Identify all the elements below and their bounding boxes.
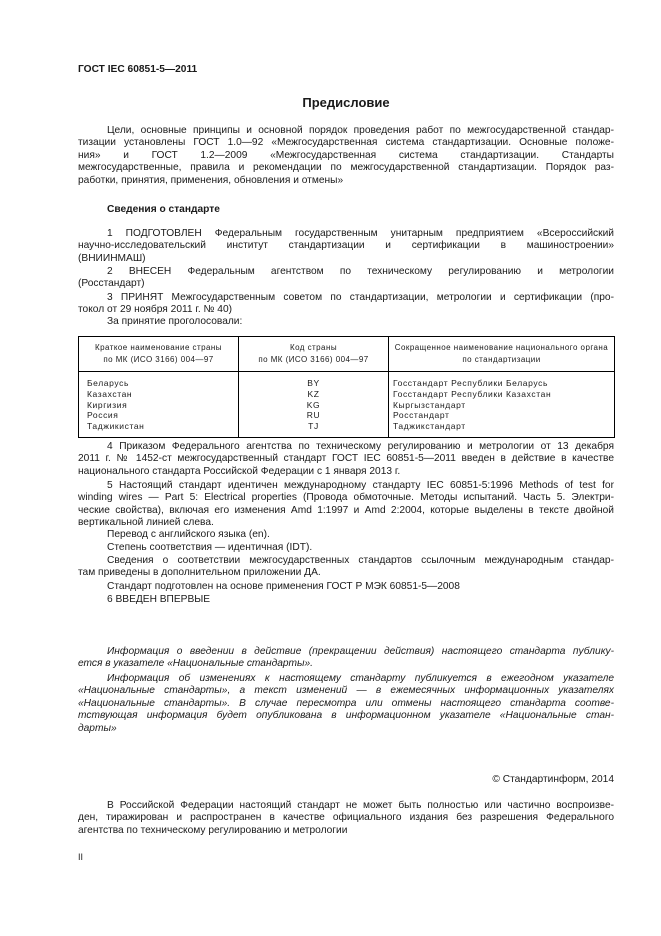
item-identical-line: ческие свойства), включая его изменения Amd 1:1997 и Amd 2:2004, которые выделены в тексте двойной — [78, 504, 614, 516]
conformity-note — [78, 542, 614, 554]
item-enacted-line: 2011 г. № 1452-ст межгосударственный стандарт ГОСТ IEC 60851-5—2011 введен в действие в качестве — [78, 453, 614, 465]
cell-country-name: Таджикистан — [79, 421, 239, 437]
cell-country-code: KZ — [239, 389, 389, 400]
document-code: ГОСТ IEC 60851-5—2011 — [78, 64, 198, 75]
translation-text: Перевод с английского языка (en). — [107, 529, 270, 540]
enactment-info-line: ется в указателе «Национальные стандарты». — [78, 658, 314, 670]
item-identical — [78, 480, 614, 529]
copyright-text: © Стандартинформ, 2014 — [492, 774, 614, 785]
conformity-text: Степень соответствия — идентичная (IDT). — [107, 542, 313, 553]
section-heading-text: Сведения о стандарте — [107, 204, 220, 215]
references-line: там приведены в дополнительном приложении ДА. — [78, 567, 321, 579]
voting-table — [78, 336, 615, 438]
enactment-info-notice — [78, 646, 614, 671]
item-introduced — [78, 594, 614, 606]
header-line: Код страны — [289, 343, 338, 352]
table-row — [79, 389, 615, 400]
cell-standards-body: Таджикстандарт — [389, 421, 615, 437]
intro-paragraph — [78, 125, 614, 187]
cell-standards-body: Кыргызстандарт — [389, 400, 615, 411]
voted-label — [78, 316, 614, 328]
intro-line: работки, принятия, применения, обновления и отмены» — [78, 174, 344, 186]
cell-country-name: Киргизия — [79, 400, 239, 411]
basis-text: Стандарт подготовлен на основе применения ГОСТ Р МЭК 60851-5—2008 — [107, 581, 460, 592]
item-adopted-line: токол от 29 ноября 2011 г. № 40) — [78, 304, 232, 316]
intro-line: ния» и ГОСТ 1.2—2009 «Межгосударственная система стандартизации. Стандарты — [78, 149, 614, 161]
item-prepared-line: (ВНИИНМАШ) — [78, 252, 146, 264]
table-row — [79, 372, 615, 389]
item-identical-line: winding wires — Part 5: Electrical properties (Провода обмоточные. Методы испытаний. Часть 5. Электри- — [78, 492, 614, 504]
header-line: по МК (ИСО 3166) 004—97 — [103, 355, 214, 364]
page-number: II — [78, 852, 84, 862]
translation-note — [78, 529, 614, 541]
section-heading-about-standard — [78, 204, 614, 216]
changes-info-notice — [78, 673, 614, 735]
changes-info-line: Информация об изменениях к настоящему стандарту публикуется в ежегодном указателе — [107, 673, 614, 684]
item-identical-line: 5 Настоящий стандарт идентичен международному стандарту IEC 60851-5:1996 Methods of test for — [107, 480, 614, 491]
cell-country-code: BY — [239, 372, 389, 389]
reproduction-line: ден, тиражирован и распространен в качестве официального издания без разрешения Федерального — [78, 812, 614, 824]
table-row — [79, 421, 615, 437]
table-header-row — [79, 337, 615, 372]
reproduction-line: В Российской Федерации настоящий стандарт не может быть полностью или частично воспроизве- — [107, 800, 614, 811]
copyright — [78, 774, 614, 786]
cell-standards-body: Госстандарт Республики Беларусь — [389, 372, 615, 389]
item-enacted — [78, 441, 614, 478]
table-header-country-name — [79, 337, 239, 372]
cell-country-name: Россия — [79, 410, 239, 421]
changes-info-line: «Национальные стандарты», а текст изменений — в ежемесячных информационных указателях — [78, 685, 614, 697]
table-row — [79, 400, 615, 411]
foreword-title: Предисловие — [302, 95, 390, 110]
item-prepared-line: научно-исследовательский институт стандартизации и сертификации в машиностроении» — [78, 240, 614, 252]
voted-label-text: За принятие проголосовали: — [107, 316, 243, 327]
header-line: Краткое наименование страны — [95, 343, 222, 352]
item-identical-line: вертикальной линией слева. — [78, 516, 214, 528]
table-row — [79, 410, 615, 421]
item-submitted — [78, 266, 614, 291]
basis-note — [78, 581, 614, 593]
cell-country-code: RU — [239, 410, 389, 421]
reproduction-notice — [78, 800, 614, 837]
item-prepared-line: 1 ПОДГОТОВЛЕН Федеральным государственным унитарным предприятием «Всероссийский — [107, 228, 614, 239]
item-enacted-line: 4 Приказом Федерального агентства по техническому регулированию и метрологии от 13 декабря — [107, 441, 614, 452]
changes-info-line: тствующая информация будет опубликована в информационном указателе «Национальные стан- — [78, 710, 614, 722]
cell-standards-body: Госстандарт Республики Казахстан — [389, 389, 615, 400]
intro-line: межгосударственные, правила и рекомендации по межгосударственной стандартизации. Порядок раз- — [78, 162, 614, 174]
cell-country-name: Беларусь — [79, 372, 239, 389]
item-enacted-line: национального стандарта Российской Федерации с 1 января 2013 г. — [78, 465, 401, 477]
references-line: Сведения о соответствии межгосударственных стандартов ссылочным международным стандар- — [107, 555, 614, 566]
enactment-info-line: Информация о введении в действие (прекращении действия) настоящего стандарта публику- — [107, 646, 614, 657]
reproduction-line: агентства по техническому регулированию и метрологии — [78, 824, 348, 836]
cell-country-code: KG — [239, 400, 389, 411]
header-line: по стандартизации — [462, 355, 541, 364]
changes-info-line: «Национальные стандарты». В случае пересмотра или отмены настоящего стандарта соотве- — [78, 697, 614, 709]
item-submitted-line: (Росстандарт) — [78, 278, 145, 290]
item-adopted-line: 3 ПРИНЯТ Межгосударственным советом по стандартизации, метрологии и сертификации (про- — [107, 292, 614, 303]
item-introduced-text: 6 ВВЕДЕН ВПЕРВЫЕ — [107, 594, 211, 605]
cell-standards-body: Росстандарт — [389, 410, 615, 421]
table-header-country-code — [239, 337, 389, 372]
cell-country-code: TJ — [239, 421, 389, 437]
intro-line: Цели, основные принципы и основной порядок проведения работ по межгосударственной стандар- — [107, 125, 614, 136]
table-header-standards-body — [389, 337, 615, 372]
changes-info-line: дарты» — [78, 722, 117, 734]
cell-country-name: Казахстан — [79, 389, 239, 400]
item-submitted-line: 2 ВНЕСЕН Федеральным агентством по техническому регулированию и метрологии — [107, 266, 614, 277]
item-prepared — [78, 228, 614, 265]
intro-line: тизации установлены ГОСТ 1.0—92 «Межгосударственная система стандартизации. Основные положе- — [78, 137, 614, 149]
header-line: Сокращенное наименование национального органа — [394, 343, 609, 352]
references-note — [78, 555, 614, 580]
header-line: по МК (ИСО 3166) 004—97 — [258, 355, 369, 364]
item-adopted — [78, 292, 614, 317]
